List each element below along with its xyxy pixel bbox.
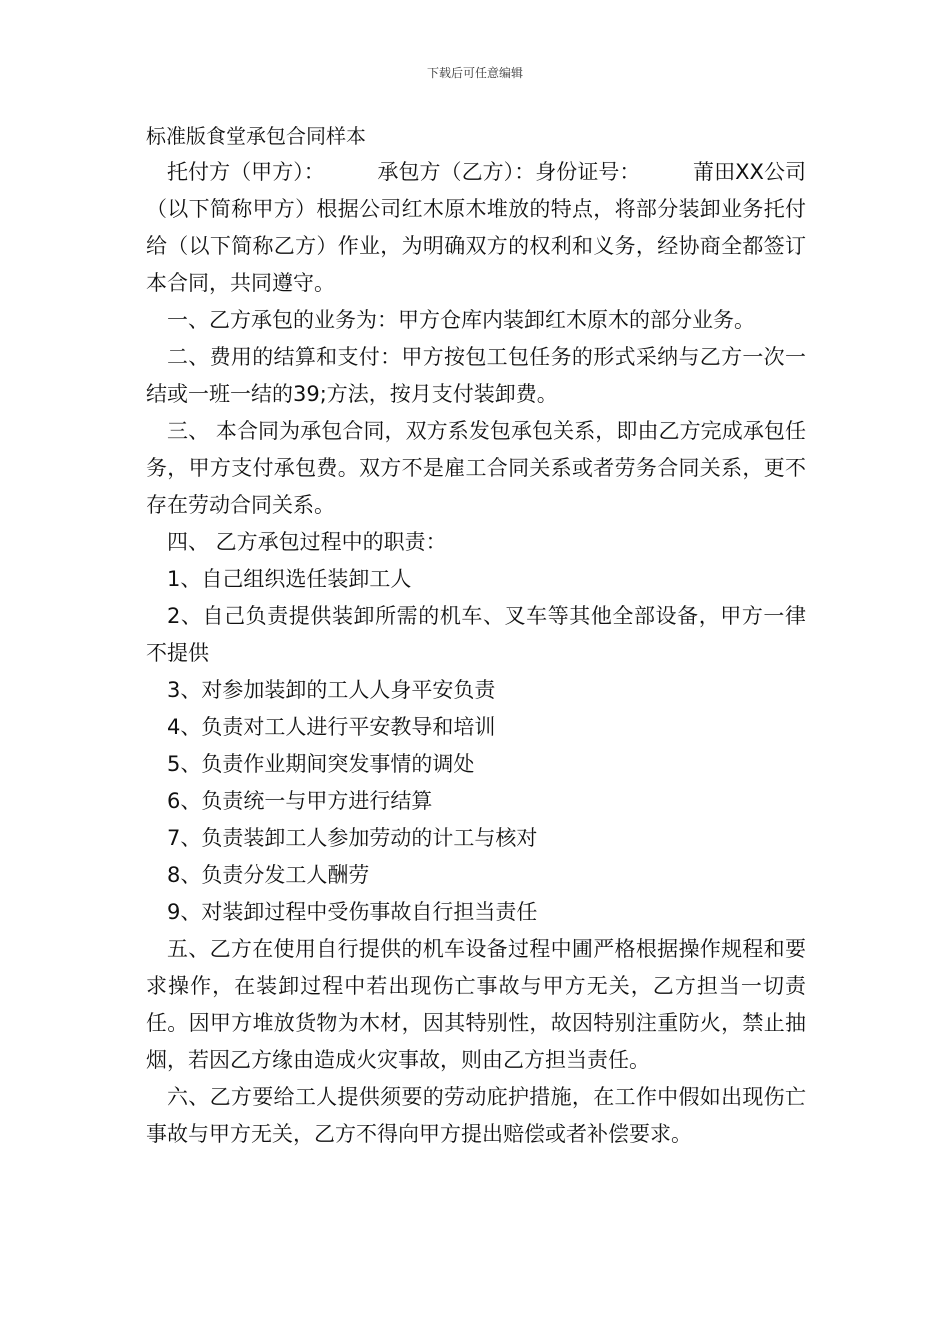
list-item-duty-3: 3、对参加装卸的工人人身平安负责	[167, 678, 496, 702]
list-item-duty-8: 8、负责分发工人酬劳	[167, 863, 370, 887]
paragraph-clause-6: 六、乙方要给工人提供须要的劳动庇护措施，在工作中假如出现伤亡事故与甲方无关，乙方不得向甲方提出赔偿或者补偿要求。	[146, 1085, 806, 1146]
header-note: 下载后可任意编辑	[426, 66, 523, 80]
paragraph-clause-4: 四、 乙方承包过程中的职责：	[167, 530, 447, 554]
list-item-duty-9: 9、对装卸过程中受伤事故自行担当责任	[167, 900, 538, 924]
list-item-duty-1: 1、自己组织选任装卸工人	[167, 567, 412, 591]
paragraph-clause-5: 五、乙方在使用自行提供的机车设备过程中圃严格根据操作规程和要求操作，在装卸过程中若出现伤亡事故与甲方无关，乙方担当一切责任。因甲方堆放货物为木材，因其特别性，故因特别注重防火，禁止抽烟，若因乙方缘由造成火灾事故，则由乙方担当责任。	[146, 937, 806, 1072]
list-item-duty-4: 4、负责对工人进行平安教导和培训	[167, 715, 496, 739]
document-title: 标准版食堂承包合同样本	[146, 124, 366, 148]
paragraph-clause-2: 二、费用的结算和支付：甲方按包工包任务的形式采纳与乙方一次一结或一班一结的39;方法，按月支付装卸费。	[146, 345, 806, 406]
list-item-duty-5: 5、负责作业期间突发事情的调处	[167, 752, 475, 776]
paragraph-parties: 托付方（甲方）： 承包方（乙方）：身份证号： 莆田XX公司（以下简称甲方）根据公司红木原木堆放的特点，将部分装卸业务托付给（以下简称乙方）作业，为明确双方的权利和义务，经协商全都签订本合同，共同遵守。	[146, 160, 806, 295]
list-item-duty-7: 7、负责装卸工人参加劳动的计工与核对	[167, 826, 538, 850]
paragraph-clause-1: 一、乙方承包的业务为：甲方仓库内装卸红木原木的部分业务。	[167, 308, 755, 332]
document-body	[146, 118, 806, 1153]
paragraph-clause-3: 三、 本合同为承包合同，双方系发包承包关系，即由乙方完成承包任务，甲方支付承包费。双方不是雇工合同关系或者劳务合同关系，更不存在劳动合同关系。	[146, 419, 806, 517]
list-item-duty-6: 6、负责统一与甲方进行结算	[167, 789, 433, 813]
list-item-duty-2: 2、自己负责提供装卸所需的机车、叉车等其他全部设备，甲方一律不提供	[146, 604, 806, 665]
